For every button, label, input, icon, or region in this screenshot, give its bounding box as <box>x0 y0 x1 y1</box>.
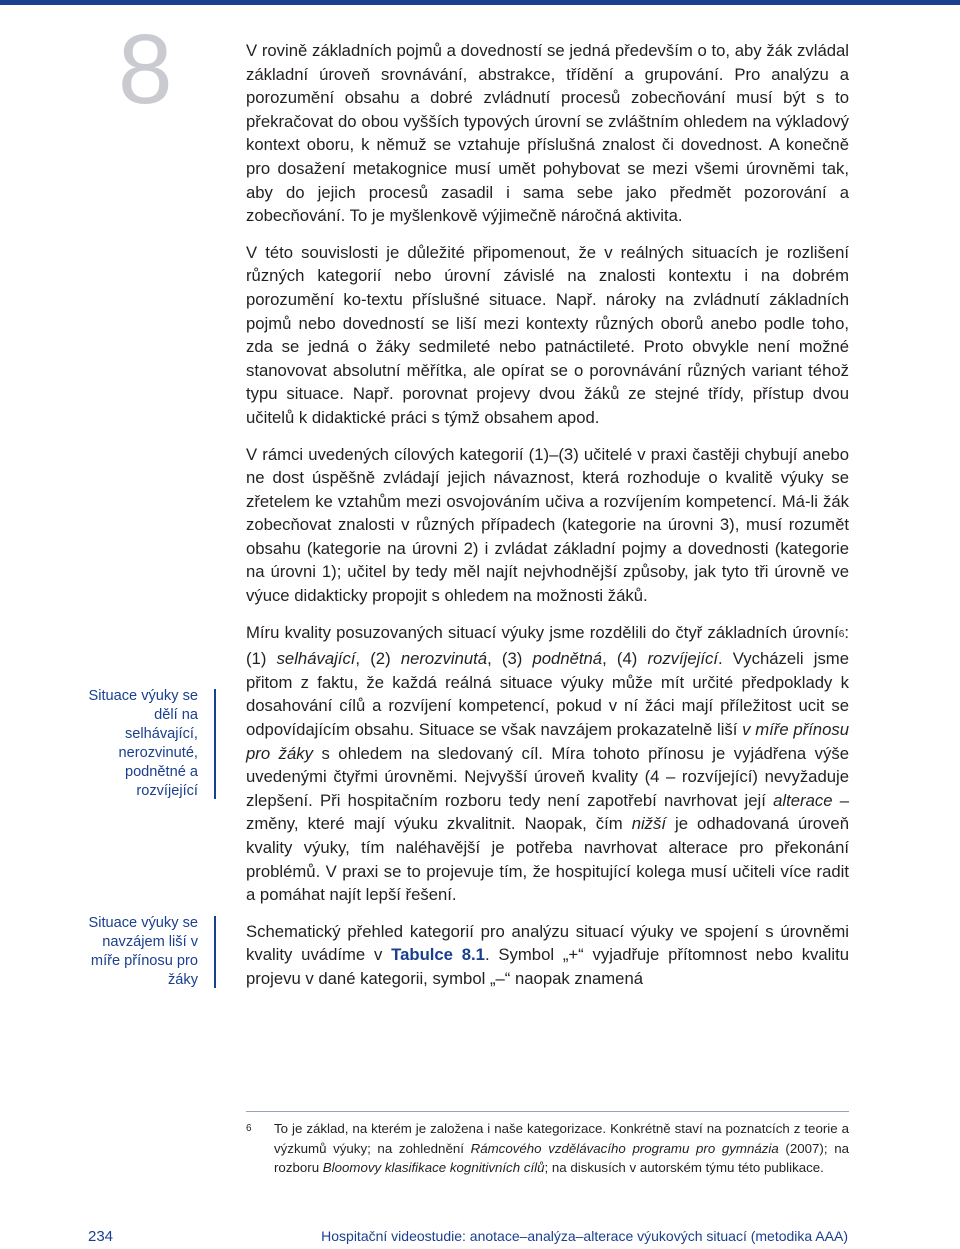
footer-title: Hospitační videostudie: anotace–analýza–alterace výukových situací (metodika AAA) <box>321 1228 848 1244</box>
margin-note-levels: Situace výuky se dělí na selhávající, nerozvinuté, podnětné a rozvíjející <box>88 688 198 799</box>
margin-note-bar <box>214 689 216 799</box>
footnote-rule <box>246 1111 849 1112</box>
page-number: 234 <box>88 1228 114 1245</box>
header-rule <box>0 0 960 5</box>
footnote-text: To je základ, na kterém je založena i naše kategorizace. Konkrétně staví na poznatcích z teorie a výzkumů výuky; na zohlednění Rámcového vzdělávacího programu pro gymnázia (2007); na rozboru Bloomovy klasifikace kognitivních cílů; na diskusích v autorském týmu této publikace. <box>274 1121 849 1175</box>
margin-note-bar <box>214 916 216 988</box>
table-reference-link[interactable]: Tabulce 8.1 <box>391 945 485 965</box>
paragraph-4: Míru kvality posuzovaných situací výuky jsme rozdělili do čtyř základních úrovní$^6$: (1) selhávající, (2) nerozvinutá, (3) podnětná, (4) rozvíjející. Vycházeli jsme přitom z faktu, že každá reálná situace výuky může mít určité předpoklady k dosahování cílů a rozvíjení kompetencí, pokud v ní žáci mají příležitost ucit se odpovídajícím obsahu. Situace se však navzájem prokazatelně liší v míře přínosu pro žáky s ohledem na sledovaný cíl. Míra tohoto přínosu je vyjádřena výše uvedenými čtyřmi úrovněmi. Nejvyšší úroveň kvality (4 – rozvíjející) nevyžaduje zlepšení. Při hospitačním rozboru tedy není zapotřebí navrhovat její alterace – změny, které mají výuku zkvalitnit. Naopak, čím nižší je odhadovaná úroveň kvality výuky, tím naléhavější je potřeba navrhovat alterace pro překonání problémů. V praxi se to projevuje tím, že hospitující kolega musí učiteli více radit a pomáhat najít lepší řešení. <box>246 622 850 905</box>
footnote-number: 6 <box>246 1123 252 1134</box>
main-text <box>246 39 849 1004</box>
margin-note-benefit: Situace výuky se navzájem liší v míře přínosu pro žáky <box>88 915 198 988</box>
footnote-marker[interactable]: 6 <box>838 628 845 640</box>
paragraph-5: Schematický přehled kategorií pro analýzu situací výuky ve spojení s úrovněmi kvality uvádíme v Tabulce 8.1. Symbol „+“ vyjadřuje přítomnost nebo kvalitu projevu v dané kategorii, symbol „–“ naopak znamená <box>246 921 849 988</box>
paragraph-2: V této souvislosti je důležité připomenout, že v reálných situacích je rozlišení různých kategorií nebo úrovní závislé na znalosti kontextu i na dobrém porozumění ko-textu příslušné situace. Např. nároky na zvládnutí základních pojmů nebo dovedností se liší mezi kontexty různých oborů anebo podle toho, zda se jedná o žáky sedmileté nebo patnáctileté. Proto obvykle není možné stanovovat absolutní měřítka, ale opírat se o porovnávání různých variant téhož typu situace. Např. porovnat projevy dvou žáků ze stejné třídy, přístup dvou učitelů k didaktické práci s týmž obsahem apod. <box>246 242 849 427</box>
footnote <box>246 1119 849 1178</box>
chapter-number: 8 <box>118 14 171 124</box>
paragraph-1: V rovině základních pojmů a dovedností se jedná především o to, aby žák zvládal základní úroveň srovnávání, abstrakce, třídění a grupování. Pro analýzu a porozumění obsahu a dobré zvládnutí procesů zobecňování musí být s to překračovat do obou vyšších typových úrovní se zvláštním ohledem na výkladový kontext oboru, k němuž se vztahuje příslušná znalost či dovednost. A konečně pro dosažení metakognice musí umět pohybovat se mezi všemi úrovněmi tak, aby do jejich procesů zasadil i sama sebe jako předmět pozorování a zobecňování. To je myšlenkově výjimečně náročná aktivita. <box>246 41 849 226</box>
paragraph-3: V rámci uvedených cílových kategorií (1)–(3) učitelé v praxi častěji chybují anebo ne dost úspěšně zvládají jejich návaznost, která rozhoduje o kvalitě výuky se zřetelem ke vztahům mezi osvojováním učiva a rozvíjením kompetencí. Má-li žák zobecňovat znalosti v různých případech (kategorie na úrovni 3), musí rozumět obsahu (kategorie na úrovni 2) i zvládat základní pojmy a dovednosti (kategorie na úrovni 1); učitel by tedy měl najít nejvhodnější způsoby, jak tyto tři úrovně ve výuce didakticky propojit s ohledem na možnosti žáků. <box>246 444 849 606</box>
